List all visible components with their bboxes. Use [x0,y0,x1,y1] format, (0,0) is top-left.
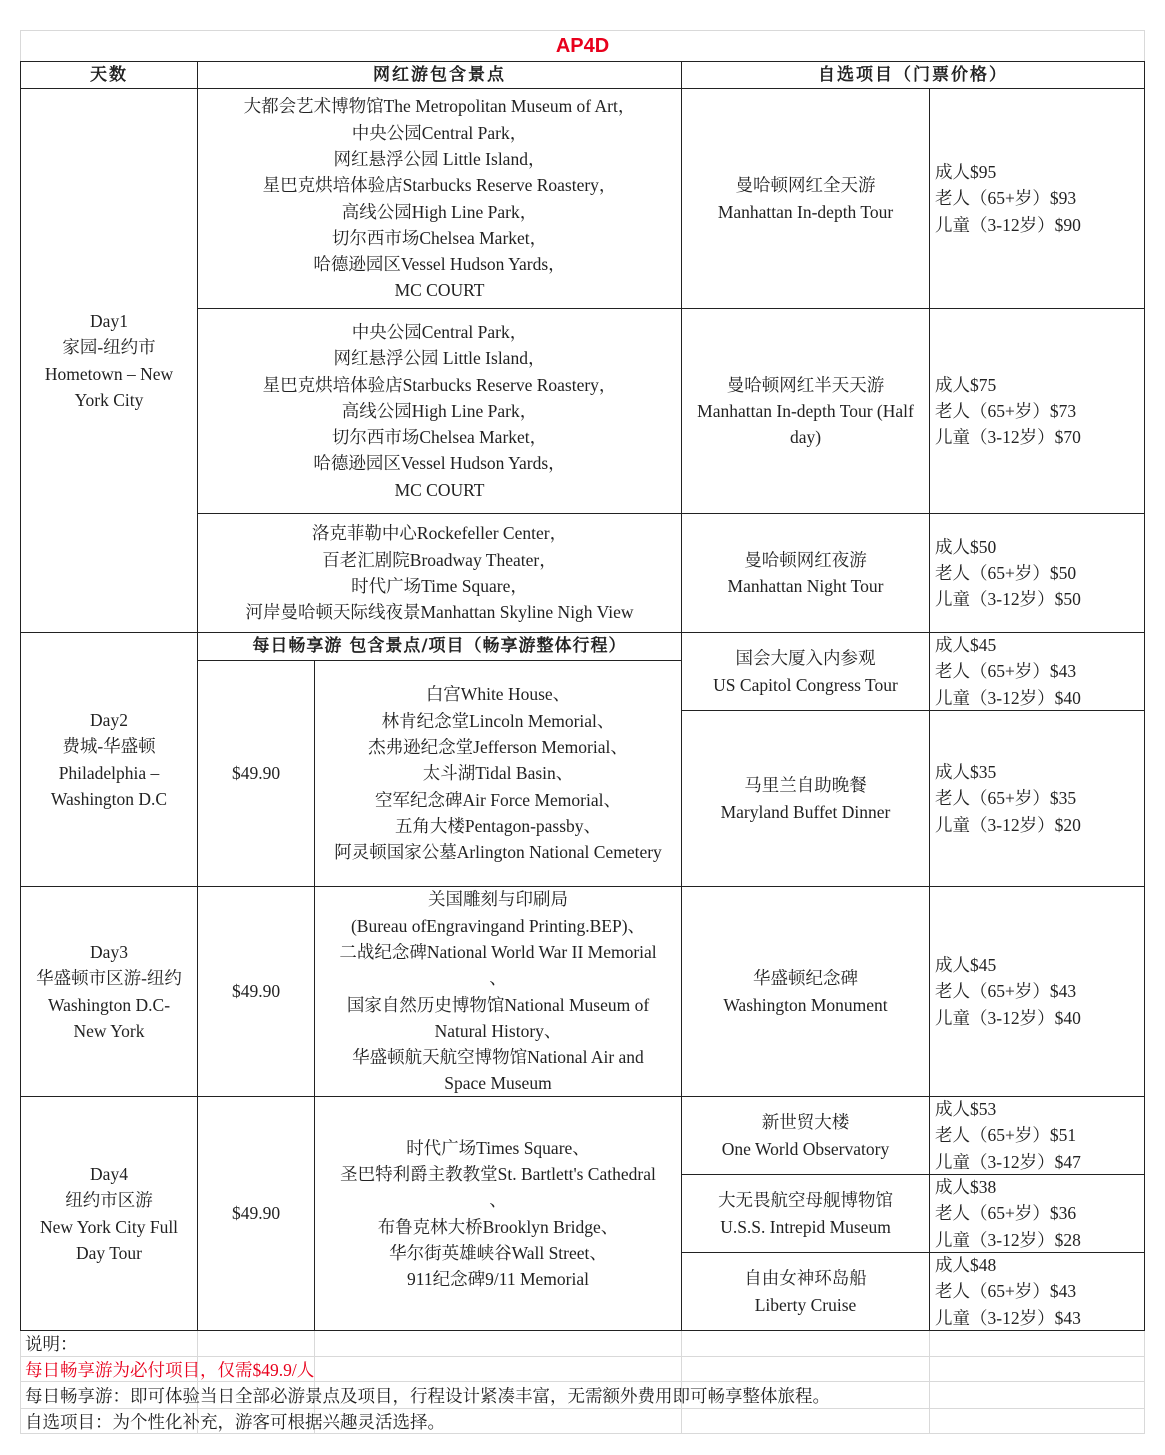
text-line: 曼哈顿网红半天天游 [726,374,885,395]
text-line: New York [73,1020,145,1041]
text-line: 老人（65+岁）$50 [935,562,1077,583]
text-line: 中央公园Central Park， [351,122,528,143]
text-line: New York City Full [39,1216,179,1237]
text-line: Day3 [90,941,128,962]
text-line: 成人$53 [935,1099,997,1120]
text-line: 家园-纽约市 [62,337,156,358]
text-line: 国家自然历史博物馆National Museum of [346,994,650,1015]
day1-tour2-prices [929,308,1145,514]
notes-required: 每日畅享游为必付项目，仅需$49.9/人 [25,1360,315,1380]
text-line: 成人$45 [935,955,997,976]
text-line: 高线公园High Line Park， [341,201,538,222]
text-line: 马里兰自助晚餐 [744,775,867,796]
text-line: 林肯纪念堂Lincoln Memorial、 [381,710,615,731]
text-line: 圣巴特利爵主教教堂St. Bartlett's Cathedral [340,1163,656,1184]
day2-attractions [314,660,682,887]
text-line: 老人（65+岁）$51 [935,1125,1077,1146]
text-line: 成人$95 [935,162,997,183]
text-line: 哈德逊园区Vessel Hudson Yards， [313,453,566,474]
text-line: 老人（65+岁）$73 [935,400,1077,421]
header-optional: 自选项目（门票价格） [681,61,1145,89]
day1-tour1-name [681,88,930,309]
text-line: 成人$45 [935,635,997,656]
text-line: 费城-华盛顿 [62,736,156,757]
text-line: 成人$50 [935,536,997,557]
text-line: 切尔西市场Chelsea Market， [331,427,548,448]
text-line: 、 [489,968,507,989]
text-line: Day4 [90,1163,128,1184]
text-line: Washington Monument [723,994,888,1015]
notes-gridline-col [929,1330,930,1434]
text-line: (Bureau ofEngravingand Printing.BEP)、 [350,915,646,936]
day2-label [20,632,198,887]
text-line: Space Museum [444,1073,552,1094]
text-line: 儿童（3-12岁）$28 [935,1229,1081,1250]
text-line: 二战纪念碑National World War II Memorial [339,941,657,962]
text-line: 911纪念碑9/11 Memorial [407,1269,589,1290]
text-line: 大无畏航空母舰博物馆 [718,1190,893,1211]
text-line: U.S.S. Intrepid Museum [720,1216,891,1237]
text-line: 河岸曼哈顿天际线夜景Manhattan Skyline Nigh View [245,602,634,623]
text-line: 华尔街英雄峡谷Wall Street、 [389,1242,607,1263]
text-line: 新世贸大楼 [761,1112,850,1133]
day1-tour2-attractions [197,308,682,514]
text-line: Washington D.C- [47,994,171,1015]
text-line: 曼哈顿网红全天游 [735,175,876,196]
text-line: Manhattan In-depth Tour [717,201,894,222]
text-line: 大都会艺术博物馆The Metropolitan Museum of Art， [243,96,636,117]
text-line: 白宫White House、 [425,684,571,705]
day2-option1-name [681,632,930,711]
day1-tour1-attractions [197,88,682,309]
header-attractions: 网红游包含景点 [197,61,682,89]
day3-label [20,886,198,1097]
day4-option2-prices [929,1174,1145,1253]
text-line: 阿灵顿国家公墓Arlington National Cemetery [334,842,662,863]
text-line: 儿童（3-12岁）$40 [935,1007,1081,1028]
day3-option1-name [681,886,930,1097]
text-line: 中央公园Central Park， [351,321,528,342]
text-line: 网红悬浮公园 Little Island， [333,348,546,369]
text-line: 、 [489,1190,507,1211]
text-line: 国会大厦入内参观 [735,648,876,669]
text-line: Natural History、 [434,1020,562,1041]
text-line: day) [789,427,822,448]
text-line: 关国雕刻与印刷局 [428,889,568,910]
text-line: 儿童（3-12岁）$40 [935,687,1081,708]
day2-option2-prices [929,710,1145,887]
page-title: AP4D [555,34,610,57]
text-line: 老人（65+岁）$36 [935,1203,1077,1224]
day1-tour1-prices [929,88,1145,309]
text-line: 哈德逊园区Vessel Hudson Yards， [313,254,566,275]
day4-option1-prices [929,1096,1145,1175]
day3-option1-prices [929,886,1145,1097]
text-line: 太斗湖Tidal Basin、 [422,763,574,784]
text-line: 华盛顿市区游-纽约 [36,968,182,989]
day1-tour3-attractions [197,513,682,633]
text-line: 星巴克烘培体验店Starbucks Reserve Roastery， [262,374,617,395]
text-line: 星巴克烘培体验店Starbucks Reserve Roastery， [262,175,617,196]
day2-option2-name [681,710,930,887]
text-line: Day Tour [75,1242,142,1263]
day2-price: $49.90 [197,660,315,887]
text-line: Philadelphia – [58,762,160,783]
text-line: MC COURT [394,280,485,301]
text-line: 华盛顿纪念碑 [753,968,858,989]
notes-gridline-col [681,1330,682,1434]
notes-label: 说明： [25,1334,78,1354]
text-line: 成人$48 [935,1255,997,1276]
text-line: 时代广场Times Square、 [406,1137,590,1158]
text-line: Manhattan Night Tour [727,576,884,596]
text-line: 老人（65+岁）$93 [935,188,1077,209]
text-line: One World Observatory [721,1138,890,1159]
text-line: 曼哈顿网红夜游 [744,549,867,570]
text-line: 纽约市区游 [65,1190,153,1211]
day3-price: $49.90 [197,886,315,1097]
text-line: 成人$38 [935,1177,997,1198]
text-line: 成人$35 [935,762,997,783]
text-line: 五角大楼Pentagon-passby、 [394,815,602,836]
text-line: Washington D.C [50,788,168,809]
text-line: 老人（65+岁）$43 [935,661,1077,682]
notes-optional: 自选项目：为个性化补充，游客可根据兴趣灵活选择。 [25,1412,445,1432]
text-line: 儿童（3-12岁）$90 [935,214,1081,235]
text-line: 百老汇剧院Broadway Theater， [322,549,557,570]
text-line: Day1 [90,310,128,331]
text-line: Manhattan In-depth Tour (Half [697,400,914,421]
text-line: 布鲁克林大桥Brooklyn Bridge、 [377,1216,619,1237]
text-line: 老人（65+岁）$43 [935,981,1077,1002]
text-line: 自由女神环岛船 [744,1268,867,1289]
day1-label [20,88,198,633]
text-line: 儿童（3-12岁）$20 [935,814,1081,835]
text-line: 网红悬浮公园 Little Island， [333,148,546,169]
text-line: York City [74,389,144,410]
day4-option3-prices [929,1252,1145,1331]
day4-attractions [314,1096,682,1331]
daily-tour-header: 每日畅享游 包含景点/项目（畅享游整体行程） [197,632,682,661]
header-days: 天数 [20,61,198,89]
text-line: Maryland Buffet Dinner [720,801,891,822]
text-line: 成人$75 [935,374,997,395]
text-line: 老人（65+岁）$35 [935,788,1077,809]
text-line: 华盛顿航天航空博物馆National Air and [352,1047,644,1068]
day1-tour3-prices [929,513,1145,633]
text-line: Hometown – New [44,363,174,384]
text-line: 切尔西市场Chelsea Market， [331,227,548,248]
day1-tour3-name [681,513,930,633]
day4-label [20,1096,198,1331]
day4-option2-name [681,1174,930,1253]
text-line: 老人（65+岁）$43 [935,1281,1077,1302]
day4-option1-name [681,1096,930,1175]
text-line: 高线公园High Line Park， [341,400,538,421]
day3-attractions [314,886,682,1097]
day4-price: $49.90 [197,1096,315,1331]
text-line: Day2 [90,709,128,730]
day1-tour2-name [681,308,930,514]
text-line: Liberty Cruise [754,1294,857,1315]
text-line: 时代广场Time Square， [351,576,528,596]
notes-daily: 每日畅享游：即可体验当日全部必游景点及项目，行程设计紧凑丰富，无需额外费用即可畅享整体旅程。 [25,1386,830,1406]
day4-option3-name [681,1252,930,1331]
text-line: 儿童（3-12岁）$50 [935,589,1081,610]
text-line: MC COURT [394,479,485,500]
text-line: 空军纪念碑Air Force Memorial、 [375,789,621,810]
day2-option1-prices [929,632,1145,711]
text-line: 洛克菲勒中心Rockefeller Center， [311,523,568,544]
text-line: 儿童（3-12岁）$70 [935,427,1081,448]
text-line: 儿童（3-12岁）$43 [935,1307,1081,1328]
text-line: US Capitol Congress Tour [713,674,898,695]
text-line: 儿童（3-12岁）$47 [935,1151,1081,1172]
text-line: 杰弗逊纪念堂Jefferson Memorial、 [368,737,628,758]
